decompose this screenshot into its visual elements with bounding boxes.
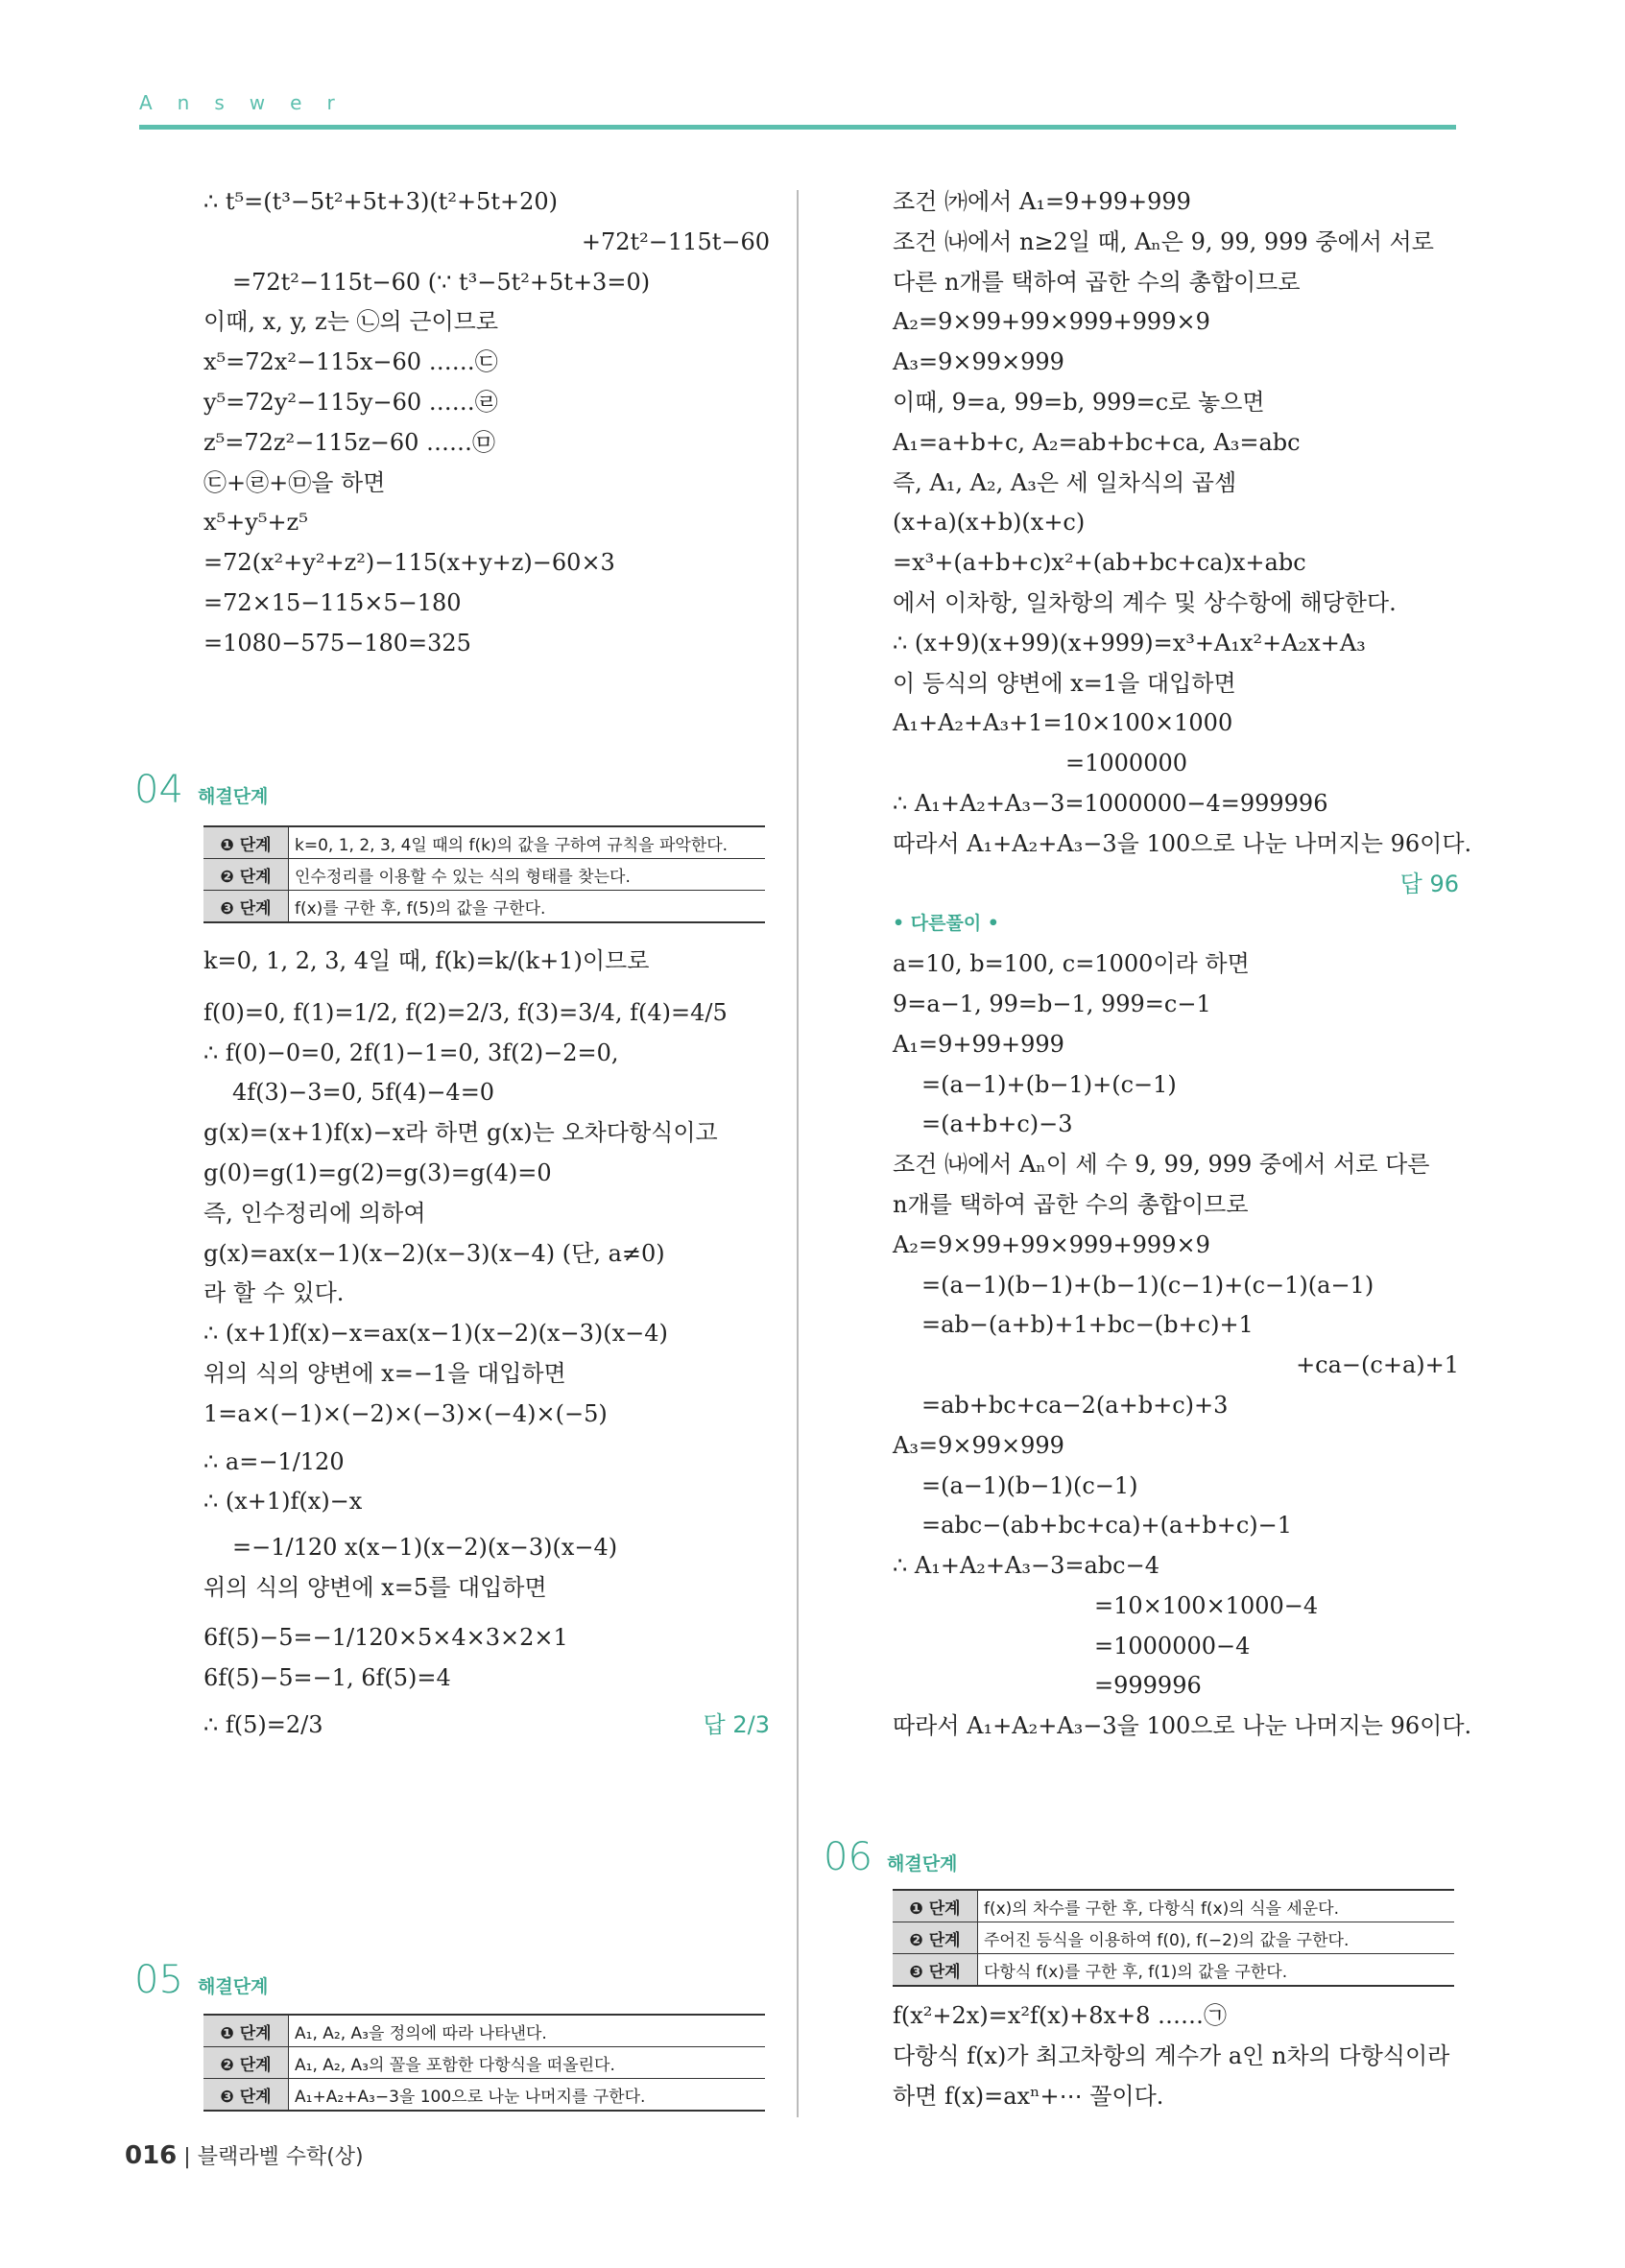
- math-line: ∴ t⁵=(t³−5t²+5t+3)(t²+5t+20): [203, 188, 558, 215]
- left-top-solution: [203, 182, 770, 664]
- answer-header: Answer: [139, 91, 360, 114]
- step-label: ❸ 단계: [203, 891, 289, 923]
- math-line: A₁+A₂+A₃+1=10×100×1000: [893, 709, 1233, 737]
- steps-table-06: [893, 1889, 1454, 1987]
- math-line: ∴ a=−1/120: [203, 1447, 345, 1475]
- math-line: =1000000: [1065, 750, 1187, 777]
- step-text: f(x)의 차수를 구한 후, 다항식 f(x)의 식을 세운다.: [978, 1890, 1455, 1922]
- page-number: 016: [125, 2141, 178, 2170]
- math-line: f(0)=0, f(1)=1/2, f(2)=2/3, f(3)=3/4, f(4)=4/5: [203, 998, 728, 1026]
- step-text: 다항식 f(x)를 구한 후, f(1)의 값을 구한다.: [978, 1954, 1455, 1987]
- math-line: +ca−(c+a)+1: [1296, 1351, 1459, 1379]
- math-line: 4f(3)−3=0, 5f(4)−4=0: [232, 1079, 495, 1107]
- step-label: ❷ 단계: [203, 2047, 289, 2079]
- step-label: ❷ 단계: [893, 1922, 978, 1954]
- math-line: x⁵=72x²−115x−60 ……㉢: [203, 348, 498, 376]
- math-line: ∴ A₁+A₂+A₃−3=abc−4: [893, 1552, 1159, 1580]
- section-label: 해결단계: [198, 786, 269, 807]
- footer-separator: |: [183, 2145, 198, 2169]
- math-line: x⁵+y⁵+z⁵: [203, 509, 308, 537]
- step-text: A₁, A₂, A₃을 정의에 따라 나타낸다.: [289, 2015, 766, 2047]
- math-line: A₂=9×99+99×999+999×9: [893, 308, 1210, 336]
- step-label: ❸ 단계: [893, 1954, 978, 1987]
- math-line: 다른 n개를 택하여 곱한 수의 총합이므로: [893, 268, 1301, 296]
- step-text: 주어진 등식을 이용하여 f(0), f(−2)의 값을 구한다.: [978, 1922, 1455, 1954]
- math-line: 즉, 인수정리에 의하여: [203, 1199, 426, 1227]
- math-line: =72t²−115t−60 (∵ t³−5t²+5t+3=0): [232, 268, 651, 296]
- math-line: A₁=a+b+c, A₂=ab+bc+ca, A₃=abc: [893, 428, 1301, 456]
- math-line: =1000000−4: [1094, 1632, 1251, 1659]
- math-line: =1080−575−180=325: [203, 629, 471, 657]
- step-text: 인수정리를 이용할 수 있는 식의 형태를 찾는다.: [289, 859, 766, 891]
- section-04-solution: [203, 941, 770, 1745]
- math-line: 위의 식의 양변에 x=5를 대입하면: [203, 1573, 547, 1601]
- math-line: 따라서 A₁+A₂+A₃−3을 100으로 나눈 나머지는 96이다.: [893, 1712, 1472, 1740]
- math-line: 1=a×(−1)×(−2)×(−3)×(−4)×(−5): [203, 1399, 608, 1427]
- math-line: A₂=9×99+99×999+999×9: [893, 1230, 1210, 1258]
- math-line: =(a+b+c)−3: [921, 1110, 1073, 1138]
- answer-label: 답 2/3: [703, 1711, 770, 1739]
- math-line: A₃=9×99×999: [893, 1431, 1064, 1459]
- step-label: ❷ 단계: [203, 859, 289, 891]
- math-line: =(a−1)(b−1)+(b−1)(c−1)+(c−1)(a−1): [921, 1271, 1374, 1299]
- step-label: ❶ 단계: [203, 826, 289, 859]
- math-line: =999996: [1094, 1672, 1202, 1700]
- math-line: 조건 ㈏에서 n≥2일 때, Aₙ은 9, 99, 999 중에서 서로: [893, 227, 1434, 255]
- right-solution: [893, 182, 1472, 1747]
- math-line: 이때, 9=a, 99=b, 999=c로 놓으면: [893, 388, 1265, 416]
- math-line: =(a−1)+(b−1)+(c−1): [921, 1070, 1177, 1098]
- math-line: g(x)=(x+1)f(x)−x라 하면 g(x)는 오차다항식이고: [203, 1119, 718, 1147]
- section-04-heading: [134, 768, 268, 812]
- step-text: f(x)를 구한 후, f(5)의 값을 구한다.: [289, 891, 766, 923]
- step-text: A₁, A₂, A₃의 꼴을 포함한 다항식을 떠올린다.: [289, 2047, 766, 2079]
- section-06-solution: [893, 1996, 1459, 2116]
- math-line: z⁵=72z²−115z−60 ……㉤: [203, 428, 496, 456]
- math-line: =72×15−115×5−180: [203, 588, 462, 616]
- math-line: 에서 이차항, 일차항의 계수 및 상수항에 해당한다.: [893, 588, 1397, 616]
- step-label: ❶ 단계: [893, 1890, 978, 1922]
- math-line: =10×100×1000−4: [1094, 1591, 1319, 1619]
- step-text: A₁+A₂+A₃−3을 100으로 나눈 나머지를 구한다.: [289, 2079, 766, 2112]
- math-line: 조건 ㈏에서 Aₙ이 세 수 9, 99, 999 중에서 서로 다른: [893, 1151, 1430, 1179]
- math-line: ∴ A₁+A₂+A₃−3=1000000−4=999996: [893, 789, 1328, 817]
- math-line: =−1/120 x(x−1)(x−2)(x−3)(x−4): [232, 1534, 618, 1562]
- math-line: f(x²+2x)=x²f(x)+8x+8 ……㉠: [893, 2002, 1228, 2029]
- math-line: 6f(5)−5=−1, 6f(5)=4: [203, 1663, 451, 1691]
- math-line: 조건 ㈎에서 A₁=9+99+999: [893, 188, 1191, 215]
- alt-solution-label: • 다른풀이 •: [893, 913, 999, 935]
- math-line: =abc−(ab+bc+ca)+(a+b+c)−1: [921, 1512, 1293, 1540]
- step-label: ❸ 단계: [203, 2079, 289, 2112]
- column-divider: [797, 190, 799, 2117]
- answer-label: 답 96: [1399, 870, 1459, 897]
- math-line: 이 등식의 양변에 x=1을 대입하면: [893, 669, 1236, 697]
- math-line: (x+a)(x+b)(x+c): [893, 509, 1086, 537]
- section-05-heading: [134, 1958, 268, 2002]
- math-line: 위의 식의 양변에 x=−1을 대입하면: [203, 1359, 566, 1387]
- math-line: =ab−(a+b)+1+bc−(b+c)+1: [921, 1311, 1254, 1339]
- steps-table-05: [203, 2014, 765, 2112]
- math-line: ㉢+㉣+㉤을 하면: [203, 468, 386, 496]
- math-line: +72t²−115t−60: [581, 227, 770, 255]
- section-number: 05: [134, 1958, 183, 2002]
- math-line: A₁=9+99+999: [893, 1030, 1064, 1058]
- math-line: 라 할 수 있다.: [203, 1279, 345, 1307]
- math-line: A₃=9×99×999: [893, 348, 1064, 376]
- math-line: g(x)=ax(x−1)(x−2)(x−3)(x−4) (단, a≠0): [203, 1239, 665, 1267]
- step-label: ❶ 단계: [203, 2015, 289, 2047]
- math-line: 즉, A₁, A₂, A₃은 세 일차식의 곱셈: [893, 468, 1237, 496]
- math-line: k=0, 1, 2, 3, 4일 때, f(k)=k/(k+1)이므로: [203, 947, 650, 974]
- math-line: ∴ (x+9)(x+99)(x+999)=x³+A₁x²+A₂x+A₃: [893, 629, 1366, 657]
- book-title: 블랙라벨 수학(상): [197, 2145, 364, 2169]
- section-06-heading: [824, 1835, 957, 1879]
- math-line: 따라서 A₁+A₂+A₃−3을 100으로 나눈 나머지는 96이다.: [893, 829, 1472, 857]
- section-number: 06: [824, 1835, 872, 1879]
- final-line: [203, 1705, 770, 1745]
- math-line: 6f(5)−5=−1/120×5×4×3×2×1: [203, 1623, 568, 1651]
- math-line: 하면 f(x)=axⁿ+⋯ 꼴이다.: [893, 2082, 1164, 2110]
- math-line: ∴ (x+1)f(x)−x=ax(x−1)(x−2)(x−3)(x−4): [203, 1320, 668, 1348]
- math-line: =(a−1)(b−1)(c−1): [921, 1471, 1138, 1499]
- math-line: ∴ f(0)−0=0, 2f(1)−1=0, 3f(2)−2=0,: [203, 1039, 619, 1066]
- math-line: a=10, b=100, c=1000이라 하면: [893, 950, 1250, 978]
- math-line: 다항식 f(x)가 최고차항의 계수가 a인 n차의 다항식이라: [893, 2041, 1450, 2069]
- math-line: =x³+(a+b+c)x²+(ab+bc+ca)x+abc: [893, 549, 1306, 577]
- math-line: n개를 택하여 곱한 수의 총합이므로: [893, 1190, 1249, 1218]
- section-label: 해결단계: [887, 1853, 958, 1874]
- math-line: g(0)=g(1)=g(2)=g(3)=g(4)=0: [203, 1158, 552, 1186]
- math-line: 9=a−1, 99=b−1, 999=c−1: [893, 990, 1211, 1017]
- math-line: ∴ (x+1)f(x)−x: [203, 1488, 363, 1516]
- header-rule: [139, 125, 1456, 130]
- math-line: =ab+bc+ca−2(a+b+c)+3: [921, 1391, 1229, 1419]
- math-line: =72(x²+y²+z²)−115(x+y+z)−60×3: [203, 549, 615, 577]
- section-label: 해결단계: [198, 1976, 269, 1997]
- math-line: ∴ f(5)=2/3: [203, 1711, 323, 1739]
- steps-table-04: [203, 825, 765, 923]
- page-footer: [125, 2140, 364, 2170]
- math-line: y⁵=72y²−115y−60 ……㉣: [203, 388, 498, 416]
- step-text: k=0, 1, 2, 3, 4일 때의 f(k)의 값을 구하여 규칙을 파악한다.: [289, 826, 766, 859]
- math-line: 이때, x, y, z는 ㉡의 근이므로: [203, 308, 499, 336]
- section-number: 04: [134, 768, 183, 812]
